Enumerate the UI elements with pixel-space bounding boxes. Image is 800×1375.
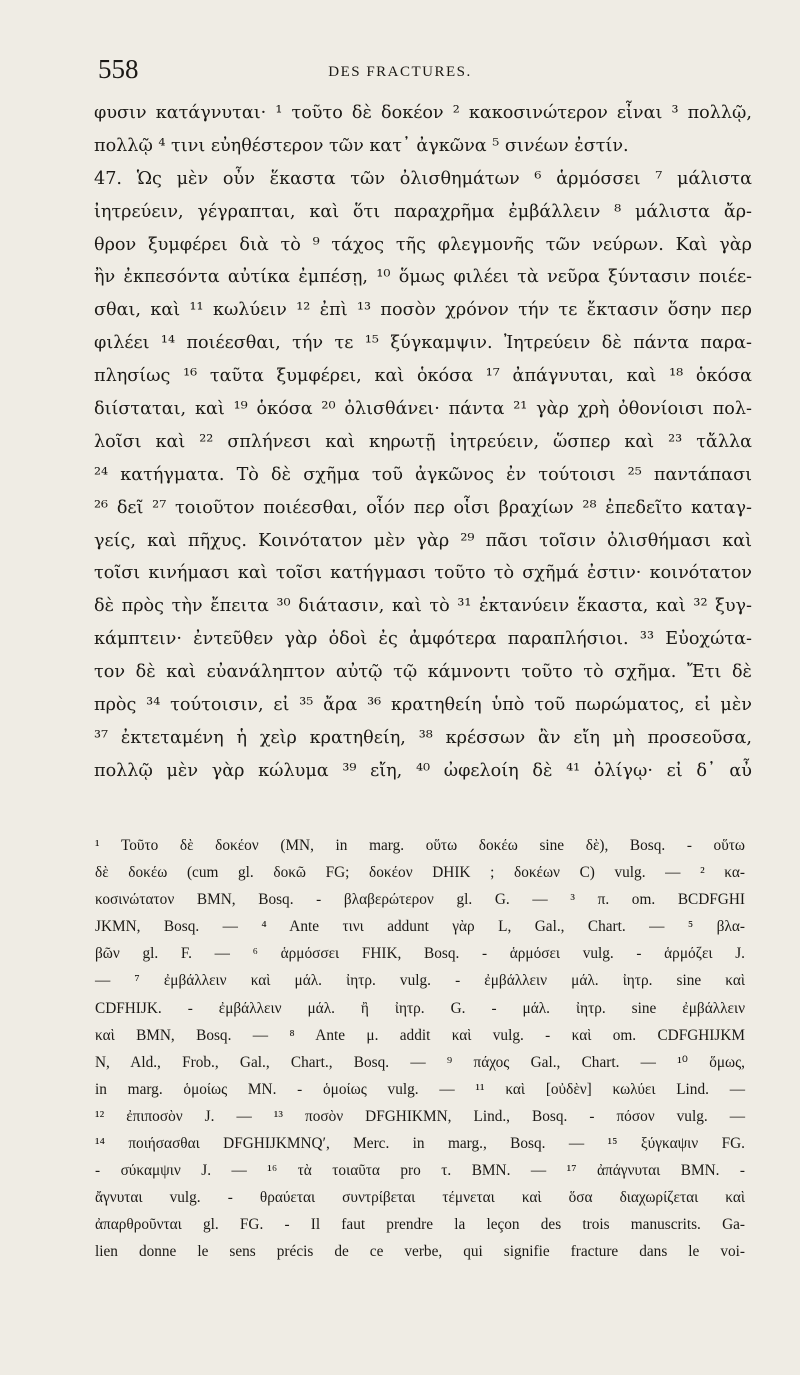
- text-line: κάμπτειν· ἐντεῦθεν γὰρ ὁδοὶ ἐς ἀμφότερα παραπλήσιοι. ³³ Εὐοχώτα-: [94, 629, 752, 650]
- text-line: φιλέει ¹⁴ ποιέεσθαι, τήν τε ¹⁵ ξύγκαμψιν. Ἰητρεύειν δὲ πάντα παρα-: [94, 333, 752, 354]
- footnote-line: — ⁷ ἐμβάλλειν καὶ μάλ. ἰητρ. vulg. - ἐμβάλλειν μάλ. ἰητρ. sine καὶ: [95, 972, 745, 990]
- running-head: [0, 54, 800, 94]
- text-line: ³⁷ ἐκτεταμένη ἡ χεὶρ κρατηθείη, ³⁸ κρέσσων ἂν εἴη μὴ προσεοῦσα,: [94, 727, 752, 748]
- footnote-line: ¹⁴ ποιήσασθαι DFGHIJKMNQ′, Merc. in marg., Bosq. — ¹⁵ ξύγκαψιν FG.: [95, 1135, 745, 1153]
- text-line: τοῖσι κινήμασι καὶ τοῖσι κατήγμασι τοῦτο τὸ σχῆμά ἐστιν· κοινότατον: [94, 563, 752, 584]
- text-line: τον δὲ καὶ εὐανάληπτον αὐτῷ τῷ κάμνοντι τοῦτο τὸ σχῆμα. Ἔτι δὲ: [94, 662, 752, 683]
- text-line: διίσταται, καὶ ¹⁹ ὁκόσα ²⁰ ὀλισθάνει· πάντα ²¹ γὰρ χρὴ ὀθονίοισι πολ-: [94, 399, 752, 420]
- footnote-line: N, Ald., Frob., Gal., Chart., Bosq. — ⁹ πάχος Gal., Chart. — ¹⁰ ὅμως,: [95, 1053, 745, 1071]
- footnote-line: δὲ δοκέω (cum gl. δοκῶ FG; δοκέον DHIK ; δοκέων C) vulg. — ² κα-: [95, 864, 745, 882]
- running-title: DES FRACTURES.: [328, 64, 472, 80]
- footnote-line: CDFHIJK. - ἐμβάλλειν μάλ. ἢ ἰητρ. G. - μάλ. ἰητρ. sine ἐμβάλλειν: [95, 999, 745, 1017]
- text-line: 47. Ὡς μὲν οὖν ἕκαστα τῶν ὀλισθημάτων ⁶ ἁρμόσσει ⁷ μάλιστα: [94, 168, 752, 189]
- text-line: πολλῷ μὲν γὰρ κώλυμα ³⁹ εἴη, ⁴⁰ ὠφελοίη δὲ ⁴¹ ὀλίγῳ· εἰ δ᾽ αὖ: [94, 760, 752, 781]
- footnote-line: καὶ BMN, Bosq. — ⁸ Ante μ. addit καὶ vulg. - καὶ om. CDFGHIJKM: [95, 1026, 745, 1044]
- footnote-line: βῶν gl. F. — ⁶ ἁρμόσσει FHIK, Bosq. - ἁρμόσει vulg. - ἁρμόζει J.: [95, 945, 745, 963]
- footnote-line: - σύκαμψιν J. — ¹⁶ τὰ τοιαῦτα pro τ. BMN. — ¹⁷ ἀπάγνυται BMN. -: [95, 1162, 745, 1180]
- footnote-line: ¹ Τοῦτο δὲ δοκέον (MN, in marg. οὕτω δοκέω sine δὲ), Bosq. - οὕτω: [95, 837, 745, 854]
- footnote-line: ἄγνυται vulg. - θραύεται συντρίβεται τέμνεται καὶ ὅσα διαχωρίζεται καὶ: [95, 1189, 745, 1207]
- page-number: 558: [98, 54, 139, 84]
- footnote-line: ἀπαρθροῦνται gl. FG. - Il faut prendre la leçon des trois manuscrits. Ga-: [95, 1216, 745, 1234]
- text-line: ἢν ἐκπεσόντα αὐτίκα ἐμπέσῃ, ¹⁰ ὅμως φιλέει τὰ νεῦρα ξύντασιν ποιέε-: [94, 267, 752, 288]
- footnote-line: in marg. ὁμοίως MN. - ὁμοίως vulg. — ¹¹ καὶ [οὐδὲν] κωλύει Lind. —: [95, 1080, 745, 1098]
- text-line: πλησίως ¹⁶ ταῦτα ξυμφέρει, καὶ ὁκόσα ¹⁷ ἀπάγνυται, καὶ ¹⁸ ὁκόσα: [94, 366, 752, 387]
- text-line: φυσιν κατάγνυται· ¹ τοῦτο δὲ δοκέον ² κακοσινώτερον εἶναι ³ πολλῷ,: [94, 103, 752, 123]
- text-line: δὲ πρὸς τὴν ἔπειτα ³⁰ διάτασιν, καὶ τὸ ³¹ ἐκτανύειν ἕκαστα, καὶ ³² ξυγ-: [94, 596, 752, 617]
- footnote-line: ¹² ἐπιποσὸν J. — ¹³ ποσὸν DFGHIKMN, Lind., Bosq. - πόσον vulg. —: [95, 1107, 745, 1125]
- text-line: γείς, καὶ πῆχυς. Κοινότατον μὲν γὰρ ²⁹ πᾶσι τοῖσιν ὀλισθήμασι καὶ: [94, 530, 752, 551]
- main-text: [94, 97, 752, 788]
- footnote-line: lien donne le sens précis de ce verbe, qui signifie fracture dans le voi-: [95, 1243, 745, 1261]
- text-line: σθαι, καὶ ¹¹ κωλύειν ¹² ἐπὶ ¹³ ποσὸν χρόνον τήν τε ἔκτασιν ὅσην περ: [94, 300, 752, 321]
- footnote-line: κοσινώτατον BMN, Bosq. - βλαβερώτερον gl. G. — ³ π. om. BCDFGHI: [95, 891, 745, 909]
- text-line: ²⁶ δεῖ ²⁷ τοιοῦτον ποιέεσθαι, οἷόν περ οἷσι βραχίων ²⁸ ἐπεδεῖτο καταγ-: [94, 497, 752, 518]
- footnote-line: JKMN, Bosq. — ⁴ Ante τινι addunt γὰρ L, Gal., Chart. — ⁵ βλα-: [95, 918, 745, 936]
- text-line: θρον ξυμφέρει διὰ τὸ ⁹ τάχος τῆς φλεγμονῆς τῶν νεύρων. Καὶ γὰρ: [94, 234, 752, 255]
- text-line: πρὸς ³⁴ τούτοισιν, εἰ ³⁵ ἄρα ³⁶ κρατηθείη ὑπὸ τοῦ πωρώματος, εἰ μὲν: [94, 695, 752, 716]
- text-line: πολλῷ ⁴ τινι εὐηθέστερον τῶν κατ᾽ ἀγκῶνα ⁵ σινέων ἐστίν.: [94, 135, 629, 156]
- text-line: λοῖσι καὶ ²² σπλήνεσι καὶ κηρωτῇ ἰητρεύειν, ὥσπερ καὶ ²³ τἄλλα: [94, 431, 752, 452]
- text-line: ἰητρεύειν, γέγραπται, καὶ ὅτι παραχρῆμα ἐμβάλλειν ⁸ μάλιστα ἄρ-: [94, 201, 752, 222]
- text-line: ²⁴ κατήγματα. Τὸ δὲ σχῆμα τοῦ ἀγκῶνος ἐν τούτοισι ²⁵ παντάπασι: [94, 464, 752, 485]
- footnotes: [95, 832, 745, 1266]
